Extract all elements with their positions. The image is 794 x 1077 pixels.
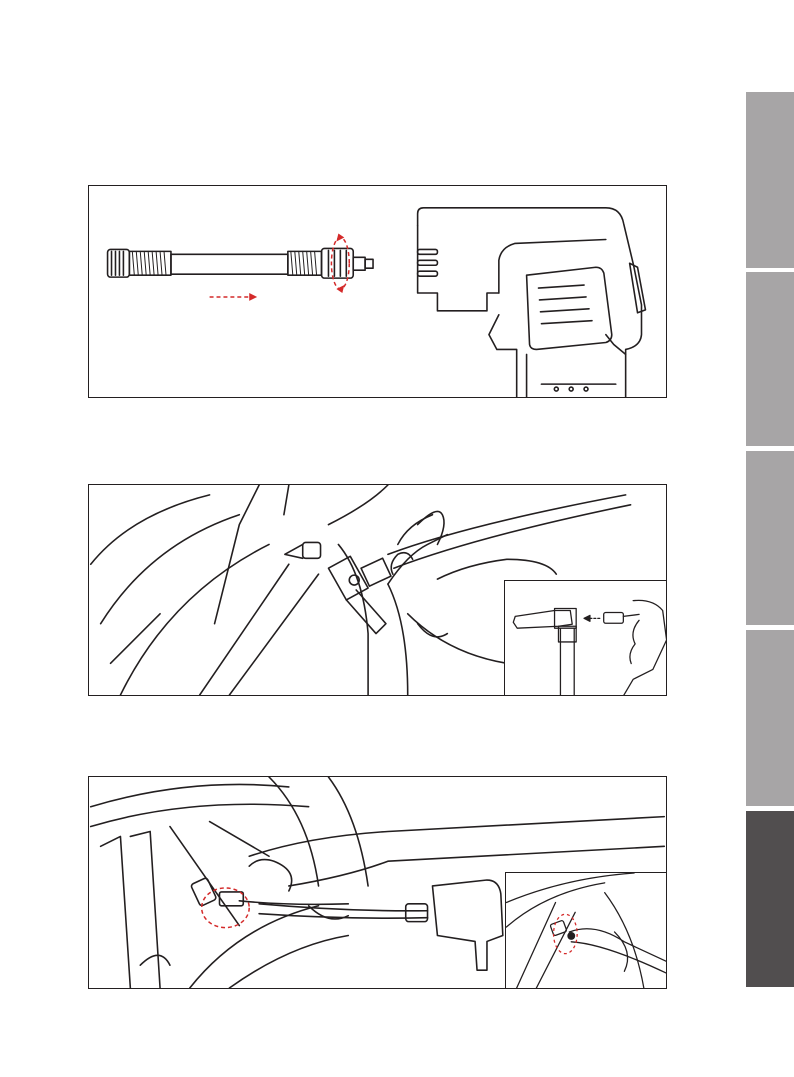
figure-hose-and-pump: [88, 185, 667, 398]
chapter-tab-5-active[interactable]: [746, 811, 794, 987]
figure-valve-adapter: [88, 484, 667, 696]
chapter-tab-4[interactable]: [746, 630, 794, 806]
adapter-closeup-icon: [505, 581, 667, 696]
figure-pump-connected: [88, 776, 667, 989]
chapter-tab-3[interactable]: [746, 451, 794, 625]
chapter-tab-2[interactable]: [746, 272, 794, 446]
inset-adapter-closeup: [504, 580, 667, 696]
valve-closeup-icon: [506, 873, 667, 989]
hose-and-pump-illustration: [89, 186, 666, 397]
inset-valve-closeup: [505, 872, 667, 989]
chapter-tab-1[interactable]: [746, 92, 794, 268]
